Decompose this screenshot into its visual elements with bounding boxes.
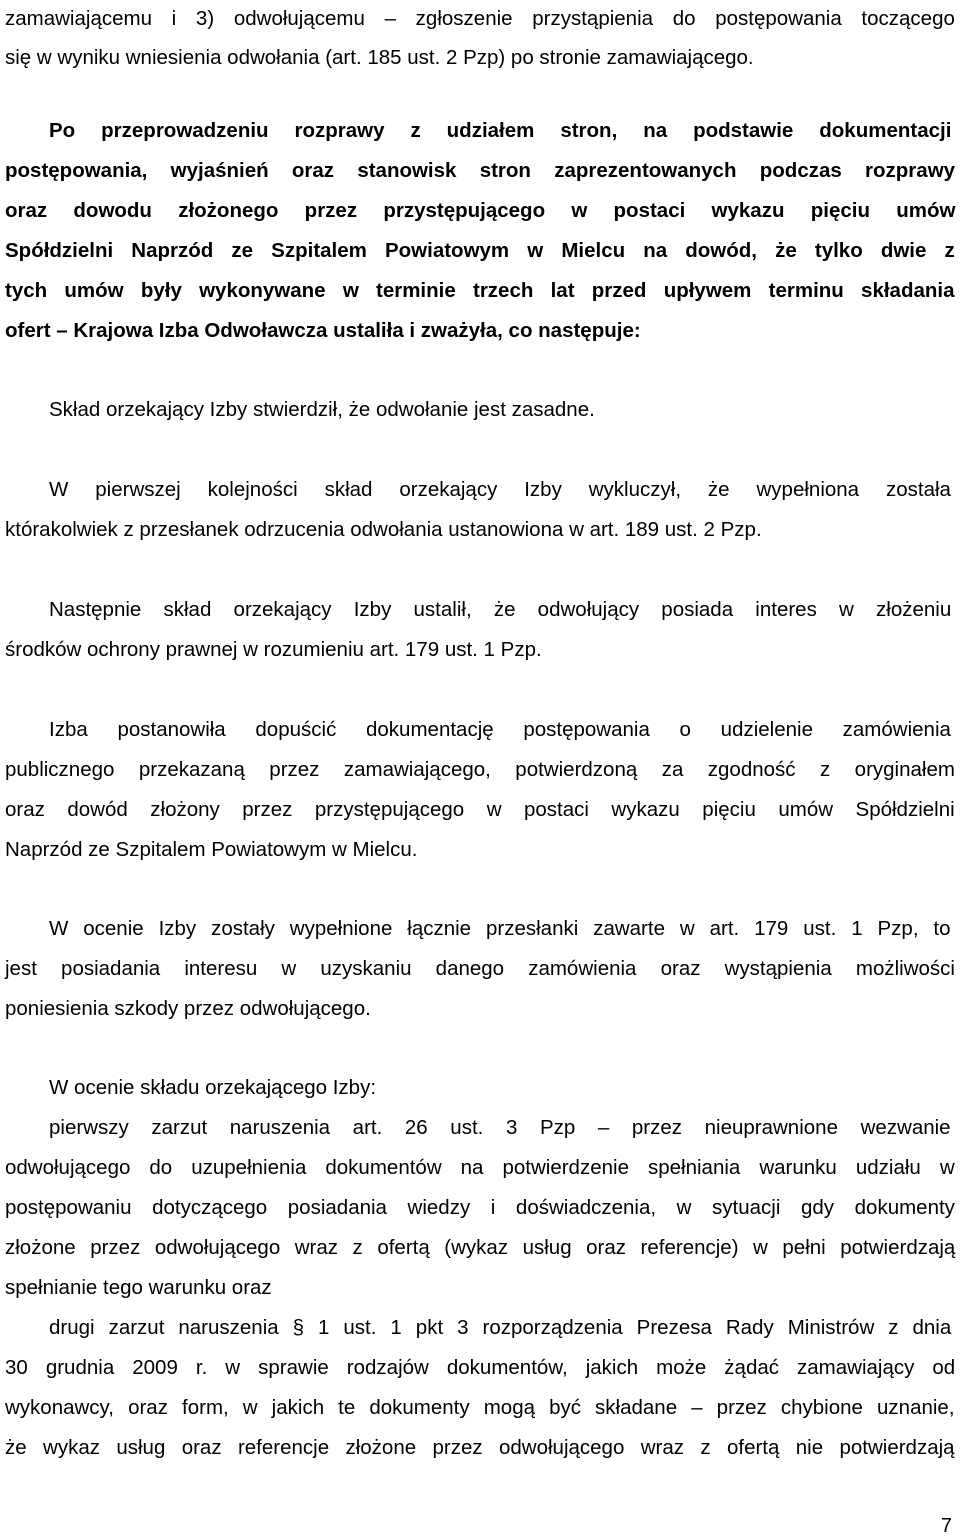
text-line: publicznego przekazaną przez zamawiającego, potwierdzoną za zgodność z oryginałem [5,758,955,781]
text-line: postępowania, wyjaśnień oraz stanowisk stron zaprezentowanych podczas rozprawy [5,159,956,182]
text-line: W ocenie składu orzekającego Izby: [49,1076,377,1099]
page-number: 7 [940,1515,952,1537]
text-line: oraz dowodu złożonego przez przystępującego w postaci wykazu pięciu umów [5,199,956,222]
text-line: że wykaz usług oraz referencje złożone przez odwołującego wraz z ofertą nie potwierdzają [5,1436,955,1459]
text-line: złożone przez odwołującego wraz z ofertą (wykaz usług oraz referencje) w pełni potwierdzają [5,1236,956,1259]
text-line: wykonawcy, oraz form, w jakich te dokumenty mogą być składane – przez chybione uznanie, [5,1396,955,1419]
text-line: W ocenie Izby zostały wypełnione łącznie przesłanki zawarte w art. 179 ust. 1 Pzp, to [49,917,951,940]
text-line: Spółdzielni Naprzód ze Szpitalem Powiatowym w Mielcu na dowód, że tylko dwie z [5,239,955,262]
text-line: drugi zarzut naruszenia § 1 ust. 1 pkt 3 rozporządzenia Prezesa Rady Ministrów z dnia [49,1316,952,1339]
text-line: oraz dowód złożony przez przystępującego w postaci wykazu pięciu umów Spółdzielni [5,798,955,821]
text-line: spełnianie tego warunku oraz [5,1276,272,1299]
text-line: postępowaniu dotyczącego posiadania wiedzy i doświadczenia, w sytuacji gdy dokumenty [5,1196,955,1219]
text-line: Następnie skład orzekający Izby ustalił, że odwołujący posiada interes w złożeniu [49,598,952,621]
text-line: odwołującego do uzupełnienia dokumentów na potwierdzenie spełniania warunku udziału w [5,1156,955,1179]
text-line: W pierwszej kolejności skład orzekający Izby wykluczył, że wypełniona została [49,478,951,501]
text-line: pierwszy zarzut naruszenia art. 26 ust. 3 Pzp – przez nieuprawnione wezwanie [49,1116,951,1139]
text-line: którakolwiek z przesłanek odrzucenia odwołania ustanowiona w art. 189 ust. 2 Pzp. [5,518,762,541]
text-line: poniesienia szkody przez odwołującego. [5,997,371,1020]
text-line: Po przeprowadzeniu rozprawy z udziałem stron, na podstawie dokumentacji [49,119,952,142]
text-line: się w wyniku wniesienia odwołania (art. 185 ust. 2 Pzp) po stronie zamawiającego. [5,46,754,69]
text-line: środków ochrony prawnej w rozumieniu art. 179 ust. 1 Pzp. [5,638,542,661]
text-line: tych umów były wykonywane w terminie trzech lat przed upływem terminu składania [5,279,955,302]
text-line: jest posiadania interesu w uzyskaniu danego zamówienia oraz wystąpienia możliwości [5,957,955,980]
text-line: 30 grudnia 2009 r. w sprawie rodzajów dokumentów, jakich może żądać zamawiający od [5,1356,956,1379]
text-line: Skład orzekający Izby stwierdził, że odwołanie jest zasadne. [49,398,595,421]
text-line: zamawiającemu i 3) odwołującemu – zgłoszenie przystąpienia do postępowania toczącego [5,7,955,30]
text-line: Izba postanowiła dopuścić dokumentację postępowania o udzielenie zamówienia [49,718,951,741]
text-line: ofert – Krajowa Izba Odwoławcza ustaliła i zważyła, co następuje: [5,319,641,342]
text-line: Naprzód ze Szpitalem Powiatowym w Mielcu. [5,838,418,861]
